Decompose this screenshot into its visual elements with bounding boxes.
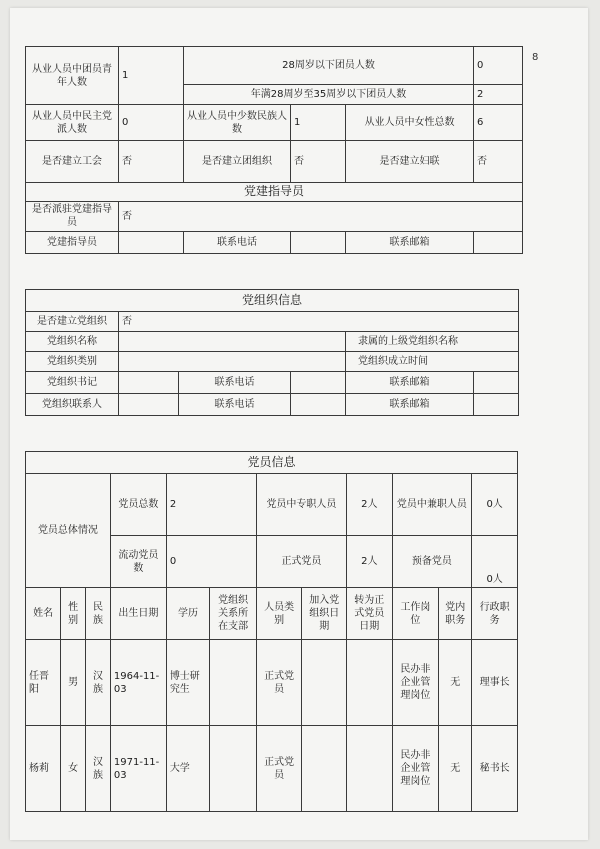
table-row — [26, 332, 519, 352]
league-org-value: 否 — [291, 141, 346, 183]
member-party-role: 无 — [439, 726, 472, 812]
member-category: 正式党员 — [256, 726, 302, 812]
female-total-label: 从业人员中女性总数 — [346, 105, 474, 141]
member-formal-date — [346, 640, 392, 726]
org-contact-phone-label: 联系电话 — [179, 394, 291, 416]
age28to35-value: 2 — [474, 85, 523, 105]
member-branch — [210, 640, 257, 726]
org-secretary-phone-label: 联系电话 — [179, 372, 291, 394]
col-gender: 性别 — [61, 588, 86, 640]
total-label: 党员总数 — [110, 474, 166, 536]
member-admin-role: 秘书长 — [472, 726, 518, 812]
org-secretary-value — [119, 372, 179, 394]
female-total-value: 6 — [474, 105, 523, 141]
member-category: 正式党员 — [256, 640, 302, 726]
instructor-email-label: 联系邮箱 — [346, 231, 474, 253]
parttime-value: 0人 — [472, 474, 518, 536]
member-birth-date: 1964-11-03 — [110, 640, 166, 726]
womens-fed-label: 是否建立妇联 — [346, 141, 474, 183]
formal-value: 2人 — [346, 536, 392, 588]
formal-label: 正式党员 — [256, 536, 346, 588]
womens-fed-value: 否 — [474, 141, 523, 183]
instructor-section-title: 党建指导员 — [26, 183, 523, 202]
democratic-party-label: 从业人员中民主党派人数 — [26, 105, 119, 141]
page-number: 8 — [532, 52, 539, 63]
col-category: 人员类别 — [256, 588, 302, 640]
instructor-label: 党建指导员 — [26, 231, 119, 253]
probation-value: 0人 — [472, 536, 518, 588]
league-youth-value: 1 — [119, 47, 184, 105]
col-job-position: 工作岗位 — [392, 588, 439, 640]
member-gender: 女 — [61, 726, 86, 812]
league-org-label: 是否建立团组织 — [184, 141, 291, 183]
member-ethnicity: 汉族 — [86, 726, 111, 812]
member-formal-date — [346, 726, 392, 812]
col-join-date: 加入党组织日期 — [302, 588, 347, 640]
org-section-title: 党组织信息 — [26, 290, 519, 312]
org-contact-label: 党组织联系人 — [26, 394, 119, 416]
member-ethnicity: 汉族 — [86, 640, 111, 726]
instructor-dispatched-value: 否 — [119, 201, 523, 231]
under28-label: 28周岁以下团员人数 — [184, 47, 474, 85]
table-row — [26, 394, 519, 416]
org-type-value — [119, 352, 346, 372]
member-admin-role: 理事长 — [472, 640, 518, 726]
table-row — [26, 183, 523, 202]
fulltime-value: 2人 — [346, 474, 392, 536]
instructor-phone-value — [291, 231, 346, 253]
col-party-role: 党内职务 — [439, 588, 472, 640]
instructor-dispatched-label: 是否派驻党建指导员 — [26, 201, 119, 231]
col-ethnicity: 民族 — [86, 588, 111, 640]
table-row — [26, 452, 518, 474]
table-row — [26, 726, 518, 812]
democratic-party-value: 0 — [119, 105, 184, 141]
total-value: 2 — [166, 474, 256, 536]
org-secretary-email-value — [474, 372, 519, 394]
col-birth-date: 出生日期 — [110, 588, 166, 640]
member-birth-date: 1971-11-03 — [110, 726, 166, 812]
col-branch: 党组织关系所在支部 — [210, 588, 257, 640]
table-row — [26, 290, 519, 312]
floating-value: 0 — [166, 536, 256, 588]
table-row — [26, 640, 518, 726]
table-row — [26, 372, 519, 394]
probation-label: 预备党员 — [392, 536, 472, 588]
staff-info-table — [25, 46, 523, 254]
org-contact-value — [119, 394, 179, 416]
org-name-label: 党组织名称 — [26, 332, 119, 352]
member-column-header — [26, 588, 518, 640]
member-education: 大学 — [166, 726, 209, 812]
parttime-label: 党员中兼职人员 — [392, 474, 472, 536]
minority-label: 从业人员中少数民族人数 — [184, 105, 291, 141]
org-contact-email-label: 联系邮箱 — [346, 394, 474, 416]
org-superior-label: 隶属的上级党组织名称 — [346, 332, 519, 352]
instructor-phone-label: 联系电话 — [184, 231, 291, 253]
org-name-value — [119, 332, 346, 352]
table-row — [26, 352, 519, 372]
table-row — [26, 105, 523, 141]
floating-label: 流动党员数 — [110, 536, 166, 588]
member-education: 博士研究生 — [166, 640, 209, 726]
member-party-role: 无 — [439, 640, 472, 726]
union-label: 是否建立工会 — [26, 141, 119, 183]
org-contact-email-value — [474, 394, 519, 416]
instructor-value — [119, 231, 184, 253]
org-secretary-label: 党组织书记 — [26, 372, 119, 394]
member-job-position: 民办非企业管理岗位 — [392, 726, 439, 812]
table-row — [26, 47, 523, 85]
member-branch — [210, 726, 257, 812]
member-join-date — [302, 640, 347, 726]
org-secretary-phone-value — [291, 372, 346, 394]
table-row — [26, 201, 523, 231]
member-join-date — [302, 726, 347, 812]
org-founded-label: 党组织成立时间 — [346, 352, 519, 372]
col-education: 学历 — [166, 588, 209, 640]
org-established-label: 是否建立党组织 — [26, 312, 119, 332]
table-row — [26, 312, 519, 332]
age28to35-label: 年满28周岁至35周岁以下团员人数 — [184, 85, 474, 105]
under28-value: 0 — [474, 47, 523, 85]
party-member-table — [25, 451, 518, 812]
member-section-title: 党员信息 — [26, 452, 518, 474]
overall-label: 党员总体情况 — [26, 474, 111, 588]
party-org-table — [25, 289, 519, 416]
fulltime-label: 党员中专职人员 — [256, 474, 346, 536]
org-secretary-email-label: 联系邮箱 — [346, 372, 474, 394]
org-type-label: 党组织类别 — [26, 352, 119, 372]
minority-value: 1 — [291, 105, 346, 141]
table-row — [26, 474, 518, 536]
league-youth-label: 从业人员中团员青年人数 — [26, 47, 119, 105]
org-contact-phone-value — [291, 394, 346, 416]
union-value: 否 — [119, 141, 184, 183]
col-admin-role: 行政职务 — [472, 588, 518, 640]
col-formal-date: 转为正式党员日期 — [346, 588, 392, 640]
table-row — [26, 231, 523, 253]
member-gender: 男 — [61, 640, 86, 726]
org-established-value: 否 — [119, 312, 519, 332]
instructor-email-value — [474, 231, 523, 253]
member-job-position: 民办非企业管理岗位 — [392, 640, 439, 726]
member-name: 任晋阳 — [26, 640, 61, 726]
table-row — [26, 141, 523, 183]
member-name: 杨莉 — [26, 726, 61, 812]
col-name: 姓名 — [26, 588, 61, 640]
